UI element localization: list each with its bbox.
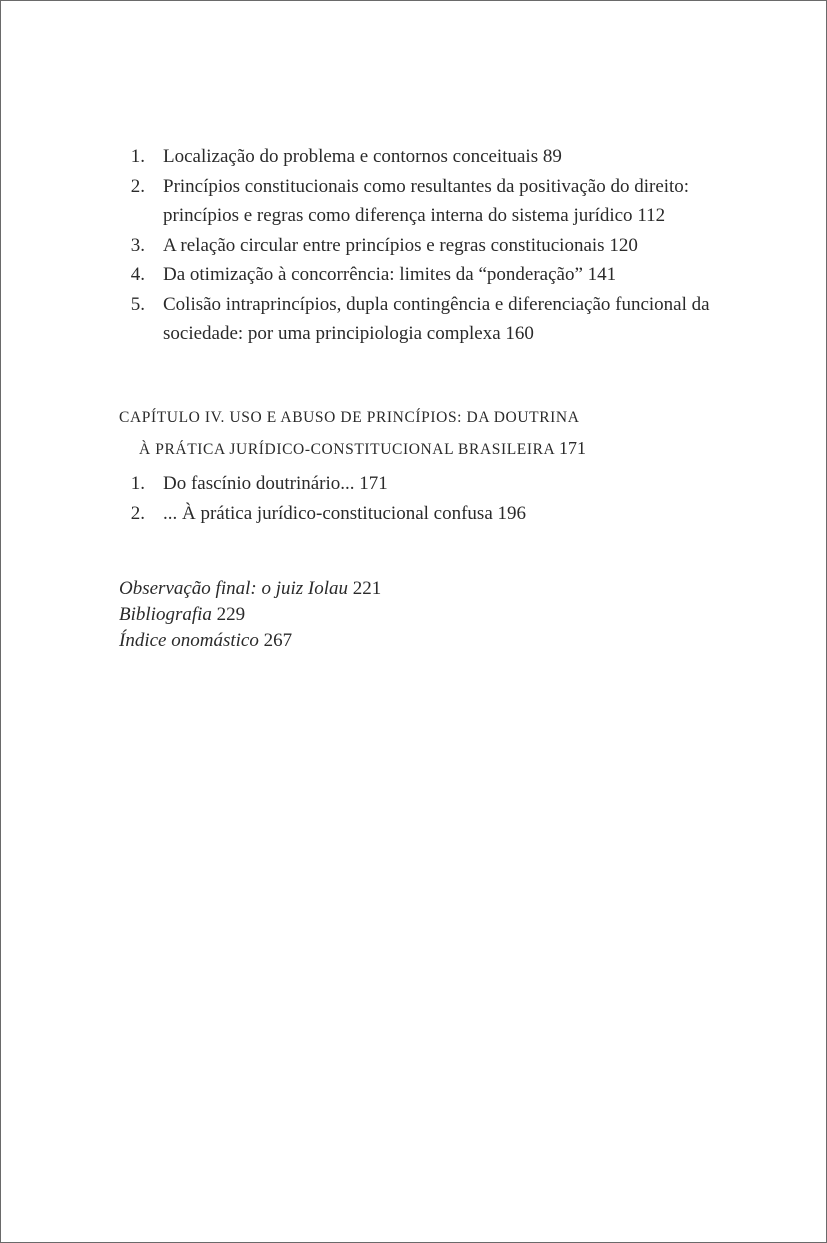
backmatter-page: 221 — [352, 578, 382, 599]
chapter-4-contents — [1, 469, 826, 528]
backmatter-title: Bibliografia — [119, 604, 212, 625]
item-title: Da otimização à concorrência: limites da “ponderação” — [163, 264, 583, 285]
item-page: 160 — [505, 323, 534, 344]
item-number: 2. — [130, 502, 145, 524]
chapter-heading — [119, 403, 709, 465]
list-item — [1, 231, 826, 261]
item-title: ... À prática jurídico-constitucional confusa — [163, 502, 493, 524]
item-title: Do fascínio doutrinário... — [163, 473, 355, 494]
item-page: 141 — [587, 264, 617, 285]
item-page: 171 — [359, 473, 388, 494]
backmatter-title: Observação final: o juiz Iolau — [119, 578, 349, 599]
backmatter-page: 267 — [263, 630, 293, 651]
item-title: Colisão intraprincípios, dupla contingência e diferenciação funcional da sociedade: por uma principiologia complexa — [163, 293, 710, 344]
section-3-contents — [1, 142, 826, 349]
item-page: 112 — [637, 205, 666, 226]
backmatter-entry — [119, 602, 719, 628]
item-title: A relação circular entre princípios e regras constitucionais — [163, 234, 605, 256]
item-number: 1. — [130, 146, 145, 167]
item-title: Localização do problema e contornos conceituais — [163, 146, 539, 167]
item-page: 89 — [542, 146, 562, 167]
item-number: 5. — [130, 293, 145, 315]
item-number: 3. — [130, 234, 145, 256]
list-item — [1, 172, 826, 231]
backmatter-title: Índice onomástico — [119, 630, 259, 651]
item-number: 2. — [130, 175, 145, 197]
backmatter-entry — [119, 628, 719, 654]
item-page: 120 — [609, 234, 638, 256]
chapter-page: 171 — [558, 438, 586, 458]
list-item — [1, 469, 826, 499]
list-item — [1, 499, 826, 529]
item-number: 1. — [130, 473, 145, 494]
list-item — [1, 142, 826, 172]
backmatter-contents — [119, 576, 719, 654]
item-page: 196 — [497, 502, 527, 524]
chapter-label: CAPÍTULO IV. — [119, 409, 225, 426]
backmatter-page: 229 — [216, 604, 246, 625]
backmatter-entry — [119, 576, 719, 602]
list-item — [1, 260, 826, 290]
chapter-title-line-1: USO E ABUSO DE PRINCÍPIOS: DA DOUTRINA — [229, 409, 580, 426]
item-title: Princípios constitucionais como resultantes da positivação do direito: princípios e regras como diferença interna do sistema jurídico — [163, 175, 690, 226]
list-item — [1, 290, 826, 349]
chapter-title-line-2: À PRÁTICA JURÍDICO-CONSTITUCIONAL BRASILEIRA — [139, 441, 555, 458]
item-number: 4. — [130, 264, 145, 285]
